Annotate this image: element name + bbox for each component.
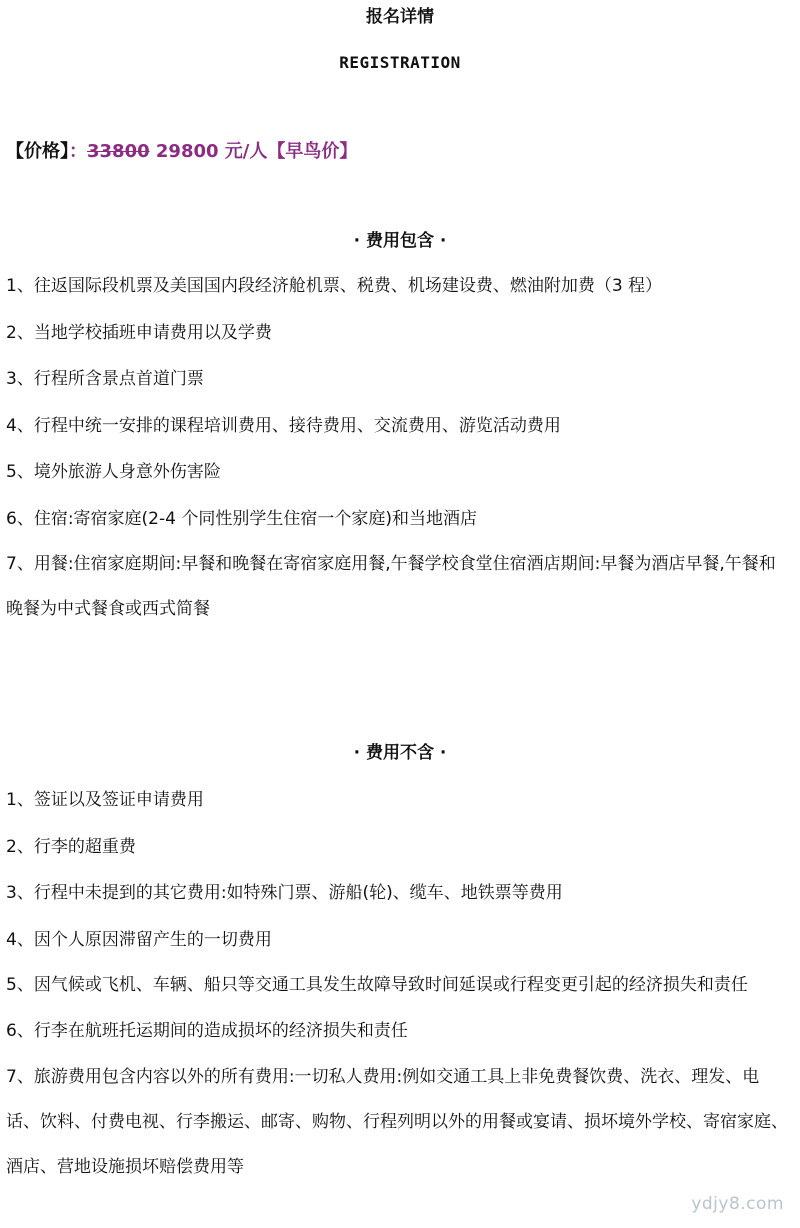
page-subtitle: REGISTRATION xyxy=(339,53,461,72)
included-item-6: 6、住宿:寄宿家庭(2-4 个同性别学生住宿一个家庭)和当地酒店 xyxy=(6,508,477,529)
original-price: 33800 xyxy=(87,141,150,162)
excluded-item-1: 1、签证以及签证申请费用 xyxy=(6,790,204,810)
excluded-list xyxy=(6,777,792,1190)
included-heading: · 费用包含 · xyxy=(353,231,447,251)
included-item-3: 3、行程所含景点首道门票 xyxy=(6,369,204,389)
page-title: 报名详情 xyxy=(366,7,434,27)
included-item-2: 2、当地学校插班申请费用以及学费 xyxy=(6,322,272,343)
early-bird-price: 29800 元/人【早鸟价】 xyxy=(149,141,358,162)
excluded-item-5: 5、因气候或飞机、车辆、船只等交通工具发生故障导致时间延误或行程变更引起的经济损失和责任 xyxy=(6,975,748,995)
site-watermark: ydjy8.com xyxy=(691,1194,784,1214)
price-colon: ： xyxy=(69,141,87,162)
excluded-item-6: 6、行李在航班托运期间的造成损坏的经济损失和责任 xyxy=(6,1021,408,1041)
excluded-item-3: 3、行程中未提到的其它费用:如特殊门票、游船(轮)、缆车、地铁票等费用 xyxy=(6,883,563,903)
included-item-1: 1、往返国际段机票及美国国内段经济舱机票、税费、机场建设费、燃油附加费（3 程） xyxy=(6,276,663,296)
excluded-item-2: 2、行李的超重费 xyxy=(6,836,136,857)
included-list xyxy=(6,263,792,632)
price-label: 【价格】 xyxy=(6,141,69,162)
price-line xyxy=(6,140,357,164)
excluded-heading: · 费用不含 · xyxy=(353,743,447,763)
excluded-item-7: 7、旅游费用包含内容以外的所有费用:一切私人费用:例如交通工具上非免费餐饮费、洗衣、理发、电话、饮料、付费电视、行李搬运、邮寄、购物、行程列明以外的用餐或宴请、损坏境外学校、寄宿家庭、酒店、营地设施损坏赔偿费用等 xyxy=(6,1066,788,1177)
included-item-7: 7、用餐:住宿家庭期间:早餐和晚餐在寄宿家庭用餐,午餐学校食堂住宿酒店期间:早餐为酒店早餐,午餐和晚餐为中式餐食或西式简餐 xyxy=(6,554,776,619)
excluded-item-4: 4、因个人原因滞留产生的一切费用 xyxy=(6,929,272,950)
included-item-5: 5、境外旅游人身意外伤害险 xyxy=(6,462,221,482)
included-item-4: 4、行程中统一安排的课程培训费用、接待费用、交流费用、游览活动费用 xyxy=(6,415,561,436)
